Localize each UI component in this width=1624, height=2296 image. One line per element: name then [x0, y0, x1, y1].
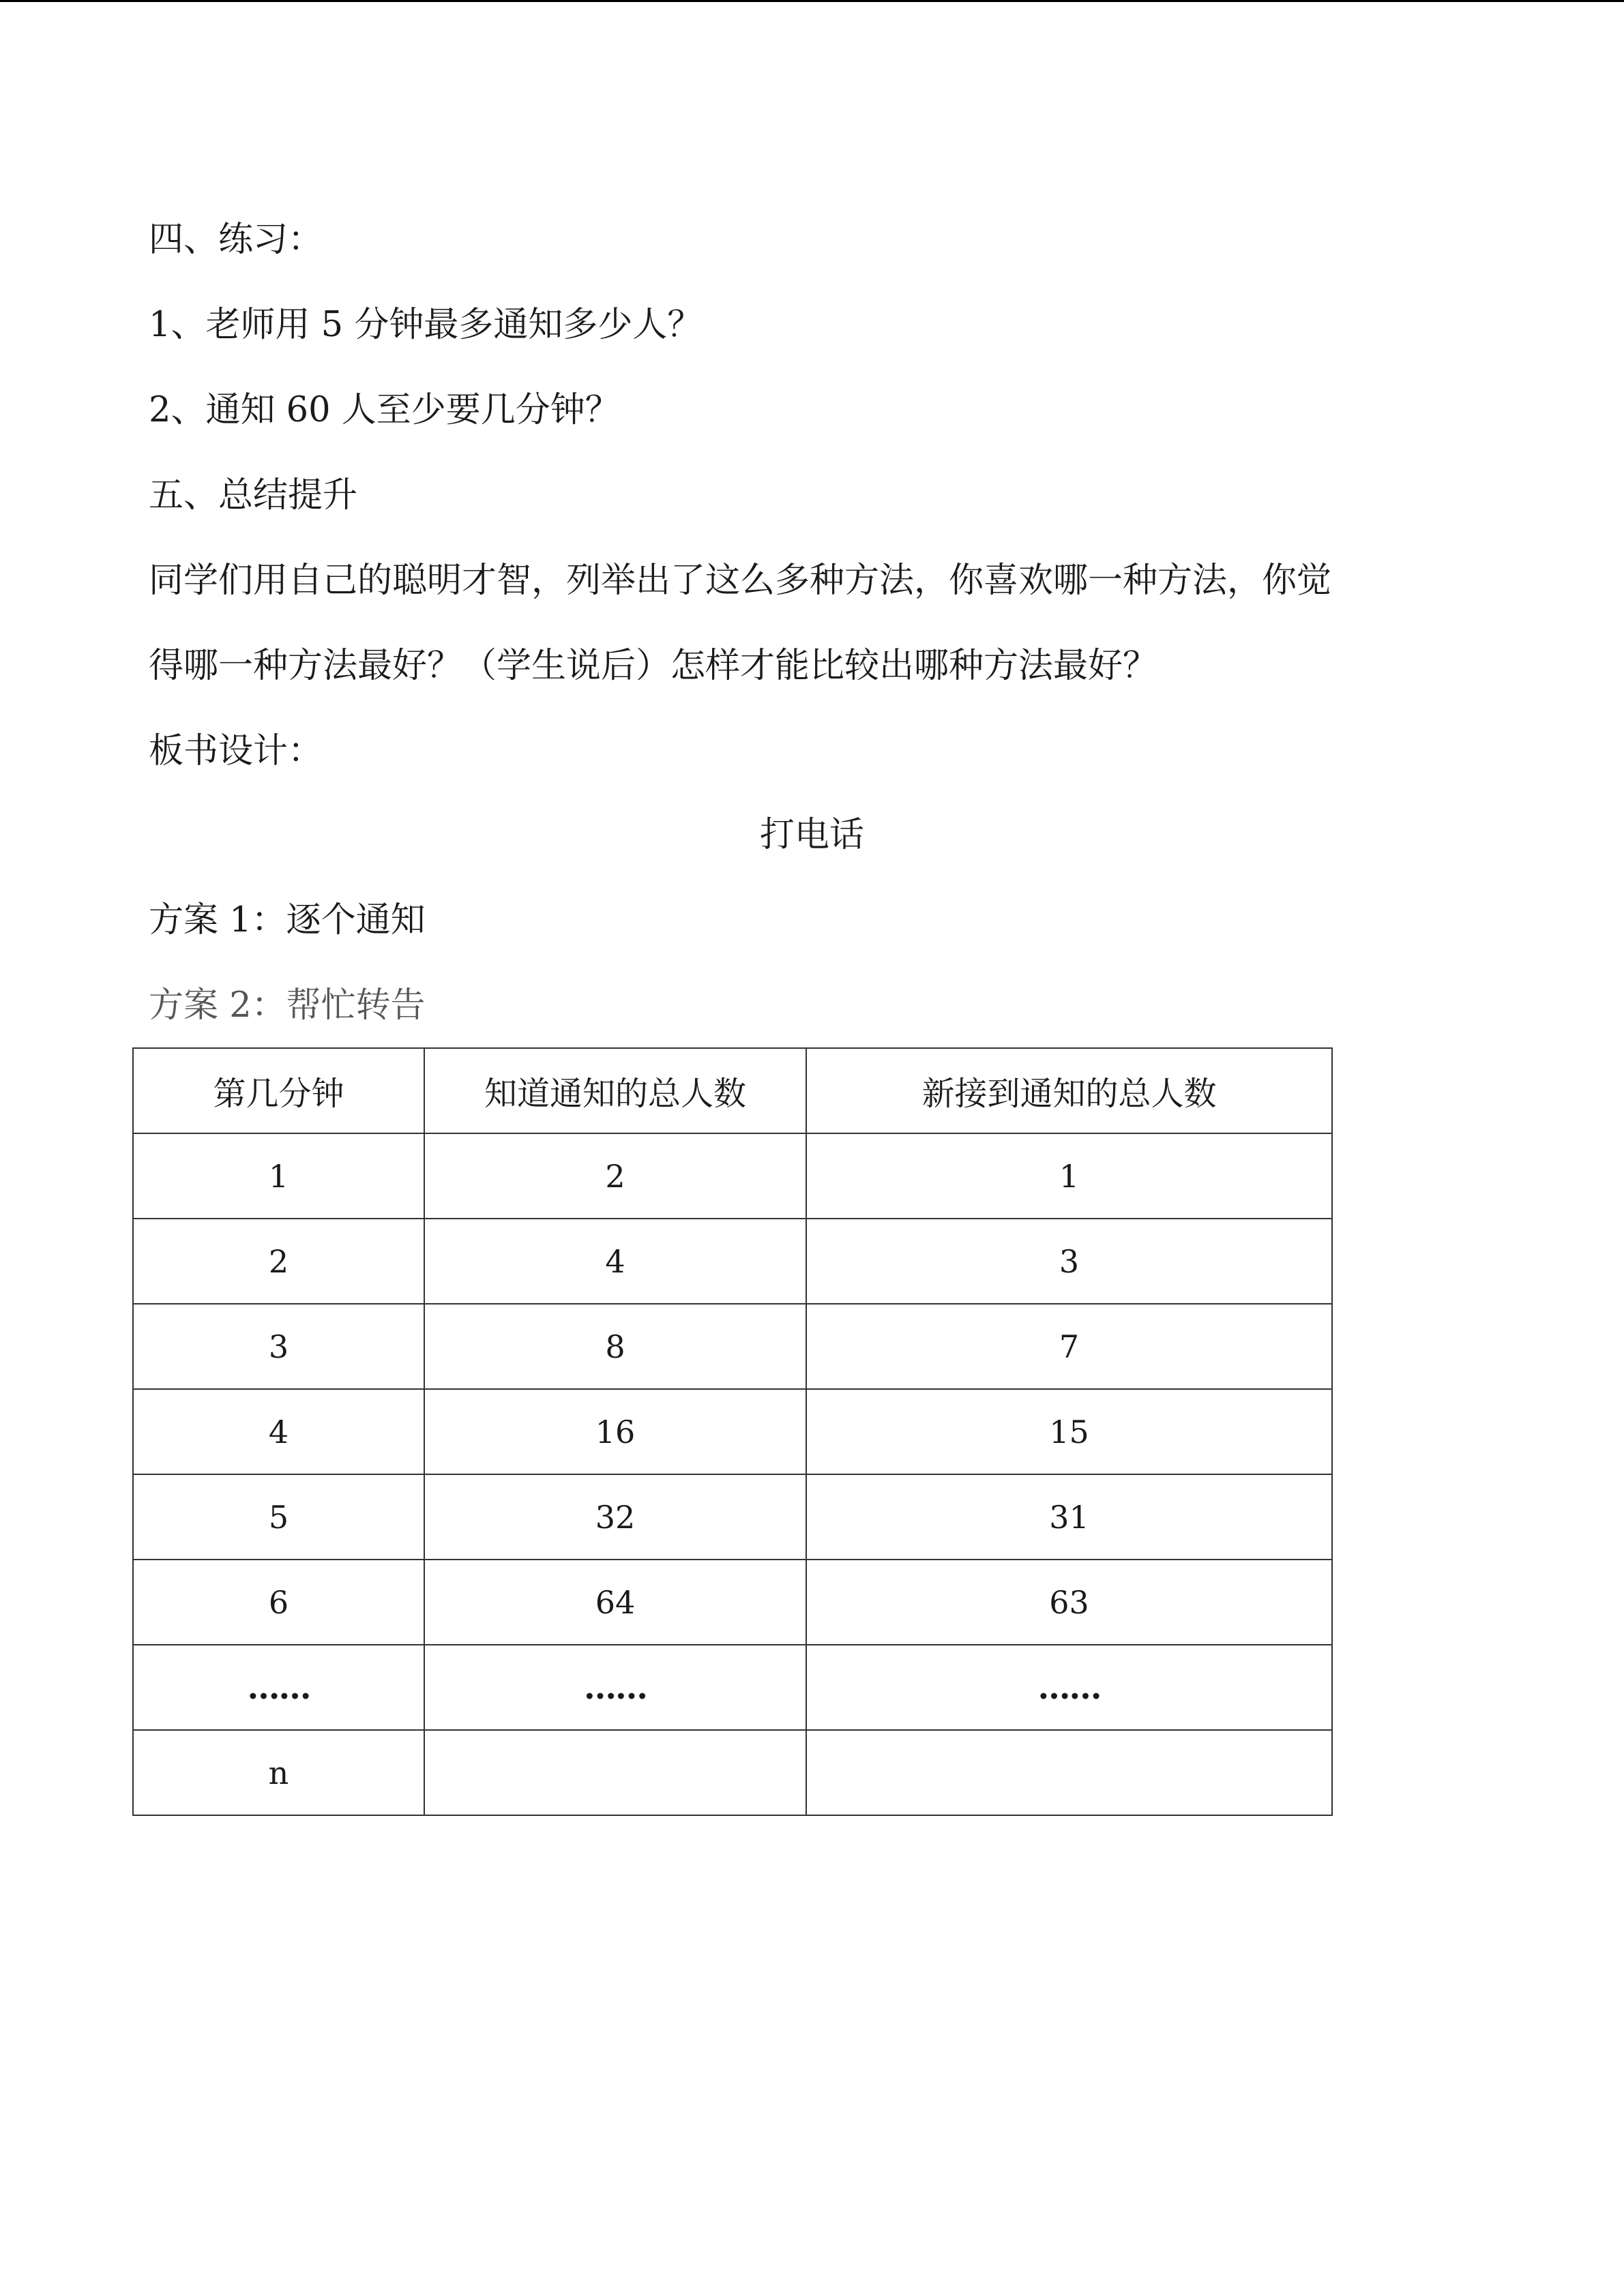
cell-total-informed: 4 — [424, 1219, 806, 1304]
table-row — [133, 1304, 1332, 1389]
cell-newly-informed: 15 — [806, 1389, 1332, 1474]
practice-heading: 四、练习： — [149, 220, 323, 260]
header-newly-informed: 新接到通知的总人数 — [806, 1048, 1332, 1133]
summary-heading: 五、总结提升 — [149, 475, 358, 516]
cell-minute: 2 — [133, 1219, 424, 1304]
cell-newly-informed: 31 — [806, 1474, 1332, 1560]
table-row-n — [133, 1730, 1332, 1815]
cell-minute: 3 — [133, 1304, 424, 1389]
cell-newly-informed: 7 — [806, 1304, 1332, 1389]
cell-newly-informed: 3 — [806, 1219, 1332, 1304]
notification-table — [132, 1047, 1333, 1816]
practice-question-1: 1、老师用 5 分钟最多通知多少人？ — [149, 305, 703, 345]
page-top-border — [0, 0, 1624, 2]
summary-paragraph-line-2: 得哪一种方法最好？（学生说后）怎样才能比较出哪种方法最好？ — [149, 646, 1158, 686]
cell-newly-informed: …… — [806, 1645, 1332, 1730]
header-total-informed: 知道通知的总人数 — [424, 1048, 806, 1133]
cell-total-informed: 16 — [424, 1389, 806, 1474]
board-design-heading: 板书设计： — [149, 731, 323, 771]
cell-newly-informed: 63 — [806, 1560, 1332, 1645]
cell-total-informed: 2 — [424, 1133, 806, 1219]
plan-1-label: 方案 1：逐个通知 — [149, 900, 426, 940]
cell-minute: 5 — [133, 1474, 424, 1560]
cell-newly-informed — [806, 1730, 1332, 1815]
cell-minute: 4 — [133, 1389, 424, 1474]
cell-minute: n — [133, 1730, 424, 1815]
header-minute: 第几分钟 — [133, 1048, 424, 1133]
cell-total-informed: 8 — [424, 1304, 806, 1389]
plan-2-label: 方案 2：帮忙转告 — [149, 985, 426, 1026]
cell-newly-informed: 1 — [806, 1133, 1332, 1219]
table-row — [133, 1133, 1332, 1219]
table-row-ellipsis — [133, 1645, 1332, 1730]
cell-total-informed: 64 — [424, 1560, 806, 1645]
cell-minute: …… — [133, 1645, 424, 1730]
practice-question-2: 2、通知 60 人至少要几分钟？ — [149, 390, 620, 430]
table-row — [133, 1560, 1332, 1645]
table-row — [133, 1389, 1332, 1474]
board-title: 打电话 — [759, 815, 864, 855]
table-header-row — [133, 1048, 1332, 1133]
summary-paragraph-line-1: 同学们用自己的聪明才智，列举出了这么多种方法，你喜欢哪一种方法，你觉 — [149, 561, 1332, 601]
cell-total-informed — [424, 1730, 806, 1815]
cell-total-informed: 32 — [424, 1474, 806, 1560]
cell-minute: 1 — [133, 1133, 424, 1219]
table-row — [133, 1219, 1332, 1304]
cell-total-informed: …… — [424, 1645, 806, 1730]
cell-minute: 6 — [133, 1560, 424, 1645]
table-row — [133, 1474, 1332, 1560]
